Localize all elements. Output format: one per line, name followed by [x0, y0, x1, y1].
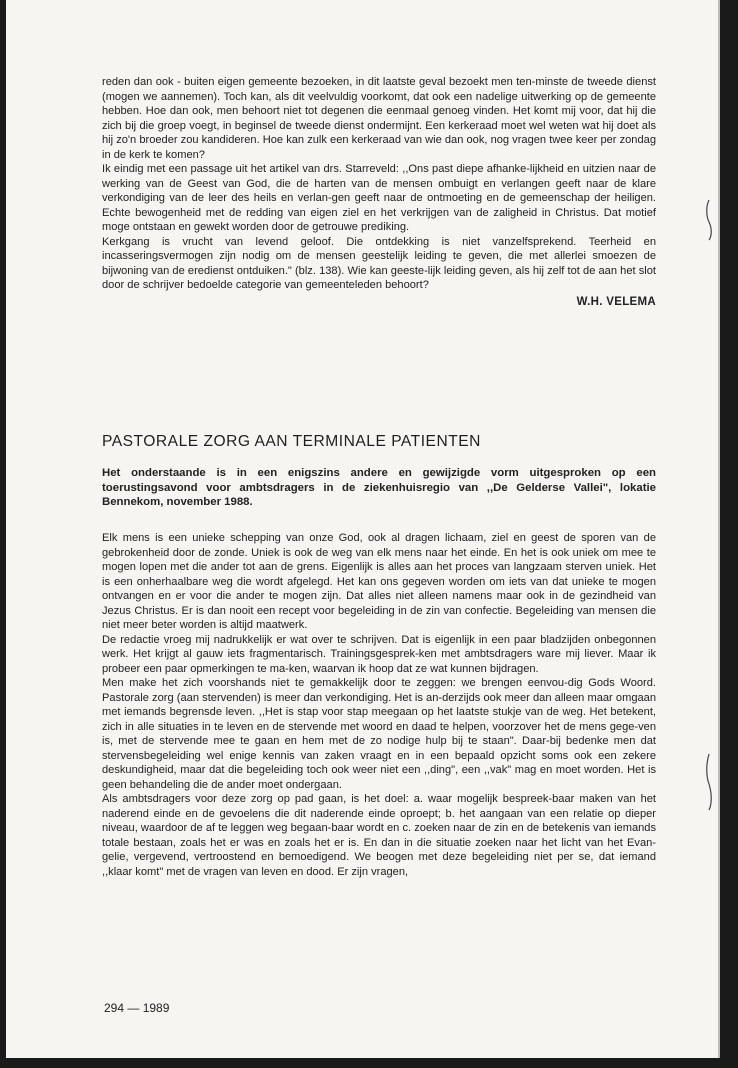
article-body — [102, 531, 656, 879]
page-number: 294 — 1989 — [104, 1001, 170, 1015]
binding-staple-icon — [704, 198, 714, 242]
previous-article-text — [102, 75, 656, 309]
paragraph: Elk mens is een unieke schepping van onze God, ook al dragen lichaam, ziel en geest de sporen van de gebrokenheid door de zonde. Uniek is ook de weg van elk mens naar het einde. En het is ook uniek om mee te mogen lopen met die ander tot aan de grens. Eigenlijk is alles aan het proces van langzaam sterven uniek. Het is een onherhaalbare weg die wordt afgelegd. Het kan ons gegeven worden om iets van dat unieke te mogen ontvangen en er voor die ander te mogen zijn. Dat alles niet alleen namens maar ook in de gezindheid van Jezus Christus. Er is dan nooit een recept voor begeleiding in de zin van confectie. Begeleiding van mensen die niet meer beter worden is altijd maatwerk. — [102, 532, 656, 631]
paragraph: Men make het zich voorshands niet te gemakkelijk door te zeggen: we brengen eenvou-dig Gods Woord. Pastorale zorg (aan stervenden) is meer dan verkondiging. Het is an-derzijds ook meer dan alleen maar omgaan met iemands begrensde leven. ,,Het is stap voor stap meegaan op het laatste stukje van de weg. Het betekent, zich in alle situaties in te leven en de stervende met woord en daad te helpen, voorzover het de mens gege-ven is, met de stervende mee te gaan en hem met de zo nodige hulp bij te staan". Daar-bij bedenke men dat stervensbegeleiding wel enige kennis van zaken vraagt en in een bepaald opzicht soms ook een zekere deskundigheid, maar dat die begeleiding toch ook weer niet een ,,ding", een ,,vak" mag en moet worden. Het is geen behandeling die de ander moet ondergaan. — [102, 677, 656, 791]
paragraph: Als ambtsdragers voor deze zorg op pad gaan, is het doel: a. waar mogelijk bespreek-baar maken van het naderend einde en de gevoelens die dit naderende einde oproept; b. het aangaan van een relatie op dieper niveau, waardoor de af te leggen weg begaan-baar wordt en c. zoeken naar de zin en de betekenis van iemands totale bestaan, zoals het er was en zoals het er is. En dan in die situatie zoeken naar het licht van het Evan-gelie, vergevend, vertroostend en bemoedigend. We beogen met deze begeleiding niet per se, dat iemand ,,klaar komt" met de vragen van leven en dood. Er zijn vragen, — [102, 793, 656, 878]
paragraph: Kerkgang is vrucht van levend geloof. Die ontdekking is niet vanzelfsprekend. Teerheid en incasseringsvermogen zijn nodig om de mensen geestelijk leiding te geven, die met allerlei smoezen de bijwoning van de eredienst ontduiken." (blz. 138). Wie kan geeste-lijk leiding geven, als hij zelf tot de aan het slot door de schrijver bedoelde categorie van gemeenteleden behoort? — [102, 235, 656, 291]
binding-staple-icon — [704, 752, 714, 812]
paragraph: De redactie vroeg mij nadrukkelijk er wat over te schrijven. Dat is eigenlijk in een paar bladzijden onbegonnen werk. Het krijgt al gauw iets fragmentarisch. Trainingsgesprek-ken met ambtsdragers ware mij liever. Maar ik probeer een paar opmerkingen te ma-ken, waarvan ik hoop dat ze wat kunnen bijdragen. — [102, 633, 656, 675]
document-page — [6, 0, 718, 1058]
article-intro: Het onderstaande is in een enigszins andere en gewijzigde vorm uitgesproken op een toerustingsavond voor ambtsdragers in de ziekenhuisregio van ,,De Gelderse Vallei", lokatie Bennekom, november 1988. — [102, 467, 656, 508]
paragraph: Ik eindig met een passage uit het artikel van drs. Starreveld: ,,Ons past diepe afhanke-lijkheid en uitzien naar de werking van de Geest van God, die de harten van de mensen ombuigt en verlangen geeft naar de klare verkondiging van de leer des heils en verlan-gen geeft naar de ontmoeting en de gemeenschap der heiligen. Echte bewogenheid met de redding van eigen ziel en het verkrijgen van de zaligheid in Christus. Dat motief moge ontstaan en gewekt worden door de getrouwe prediking. — [102, 163, 656, 233]
author-signature: W.H. VELEMA — [576, 295, 656, 308]
article-title: PASTORALE ZORG AAN TERMINALE PATIENTEN — [102, 433, 481, 450]
paragraph: reden dan ook - buiten eigen gemeente bezoeken, in dit laatste geval bezoekt men ten-minste de tweede dienst (mogen we aannemen). Toch kan, als dit veelvuldig voorkomt, dat ook een nadelige uitwerking op de gemeente hebben. Hoe dan ook, men behoort niet tot degenen die eenmaal genoeg vinden. Het komt mij voor, dat hij die zich bij die groep voegt, in beginsel de tweede dienst ondermijnt. Een kerkeraad moet wel weten wat hij doet als hij zo'n broeder zou kandideren. Hoe kan zulk een kerkeraad van wie dan ook, nog vragen twee keer per zondag in de kerk te komen? — [102, 76, 656, 161]
